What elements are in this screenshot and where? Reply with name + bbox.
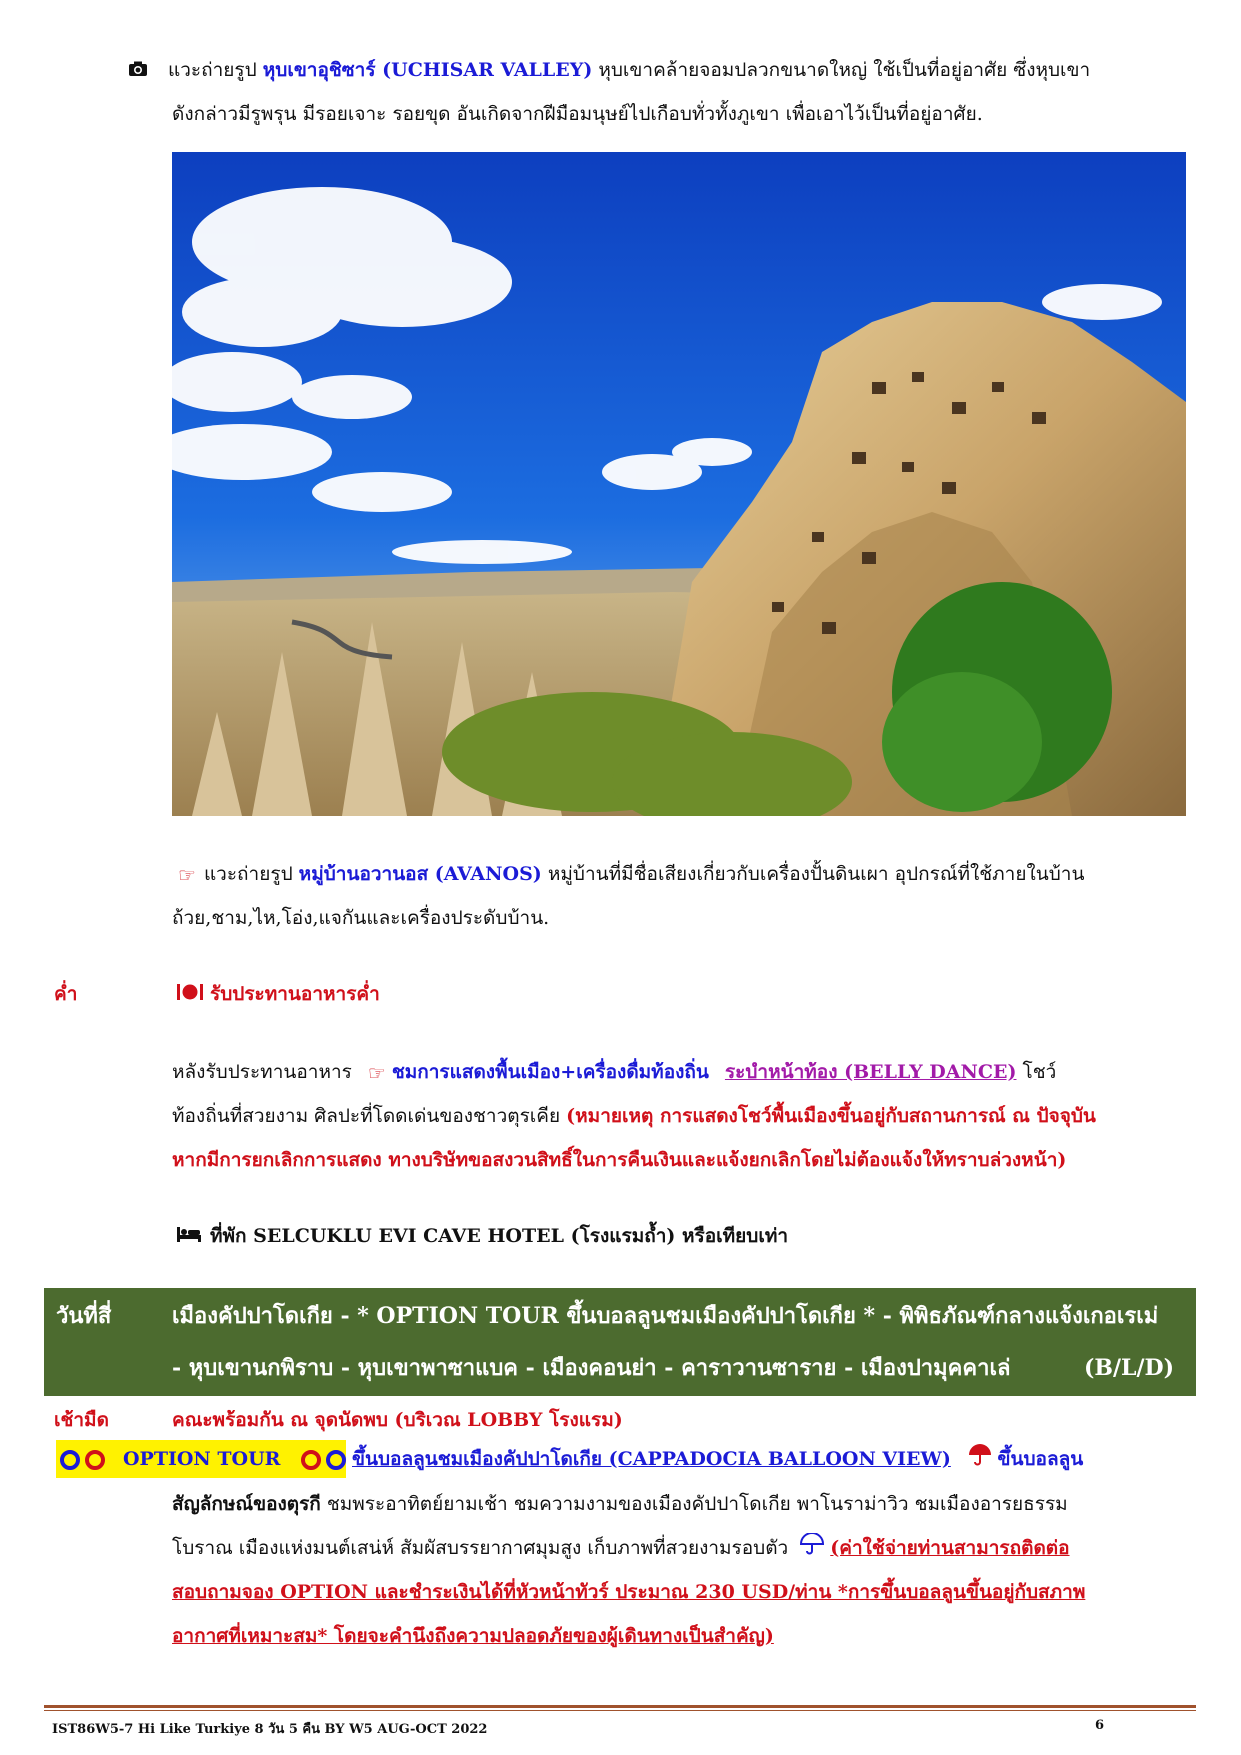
option-label-row: OPTION TOUR	[60, 1437, 351, 1481]
option-title: ขึ้นบอลลูนชมเมืองคัปปาโดเกีย (CAPPADOCIA BALLOON VIEW)	[352, 1448, 951, 1470]
uchisar-photo	[172, 152, 1186, 816]
circle-icon	[60, 1450, 80, 1470]
camera-icon	[128, 49, 148, 93]
show-line1: หลังรับประทานอาหาร ☞ ชมการแสดงพื้นเมือง+เครื่องดื่มท้องถิ่น ระบำหน้าท้อง (BELLY DANCE) โชว์	[172, 1050, 1188, 1095]
umbrella-icon	[800, 1527, 824, 1571]
show-line2: ท้องถิ่นที่สวยงาม ศิลปะที่โดดเด่นของชาวตุรเคีย (หมายเหตุ การแสดงโชว์พื้นเมืองขึ้นอยู่กับสถานการณ์ ณ ปัจจุบัน	[172, 1105, 1096, 1127]
circle-icon	[85, 1450, 105, 1470]
umbrella-icon	[968, 1438, 992, 1482]
uchisar-paragraph: แวะถ่ายรูป หุบเขาอุชิซาร์ (UCHISAR VALLEY) หุบเขาคล้ายจอมปลวกขนาดใหญ่ ใช้เป็นที่อยู่อาศัย ซึ่งหุบเขา	[128, 48, 1188, 93]
option-line5: อากาศที่เหมาะสม* โดยจะคำนึงถึงความปลอดภัยของผู้เดินทางเป็นสำคัญ)	[172, 1625, 774, 1647]
circle-icon	[326, 1450, 346, 1470]
hotel-line: ที่พัก SELCUKLU EVI CAVE HOTEL (โรงแรมถ้ำ) หรือเทียบเท่า	[176, 1214, 788, 1259]
morning-time: เช้ามืด	[54, 1409, 109, 1431]
bed-icon	[176, 1215, 202, 1259]
day4-line1: เมืองคัปปาโดเกีย - * OPTION TOUR ขึ้นบอลลูนชมเมืองคัปปาโดเกีย * - พิพิธภัณฑ์กลางแจ้งเกอเรเม่	[172, 1303, 1159, 1329]
day4-line2: - หุบเขานกพิราบ - หุบเขาพาซาแบค - เมืองคอนย่า - คาราวานซาราย - เมืองปามุคคาเล่	[172, 1355, 1011, 1381]
day4-label: วันที่สี่	[56, 1303, 112, 1329]
footer-text: IST86W5-7 Hi Like Turkiye 8 วัน 5 คืน BY W5 AUG-OCT 2022	[52, 1722, 488, 1737]
pointing-hand-icon: ☞	[178, 863, 196, 887]
uchisar-name: หุบเขาอุชิซาร์ (UCHISAR VALLEY)	[262, 59, 593, 81]
day4-banner	[44, 1288, 1196, 1396]
dinner-line: รับประทานอาหารค่ำ	[176, 972, 380, 1017]
page-number: 6	[1095, 1718, 1105, 1733]
avanos-line2: ถ้วย,ชาม,ไห,โอ่ง,แจกันและเครื่องประดับบ้าน.	[172, 907, 550, 929]
belly-dance: ระบำหน้าท้อง (BELLY DANCE)	[724, 1061, 1017, 1083]
option-line4: สอบถามจอง OPTION และชำระเงินได้ที่หัวหน้าทัวร์ ประมาณ 230 USD/ท่าน *การขึ้นบอลลูนขึ้นอยู่กับสภาพ	[172, 1581, 1086, 1603]
dinner-plate-icon	[176, 973, 204, 1017]
show-line3: หากมีการยกเลิกการแสดง ทางบริษัทขอสงวนสิทธิ์ในการคืนเงินและแจ้งยกเลิกโดยไม่ต้องแจ้งให้ทราบล่วงหน้า)	[172, 1149, 1067, 1171]
footer-rule-thin	[44, 1710, 1196, 1711]
morning-text: คณะพร้อมกัน ณ จุดนัดพบ (บริเวณ LOBBY โรงแรม)	[172, 1409, 623, 1431]
dinner-time: ค่ำ	[54, 983, 78, 1005]
day4-meals: (B/L/D)	[1084, 1355, 1175, 1381]
option-line2: สัญลักษณ์ของตุรกี ชมพระอาทิตย์ยามเช้า ชมความงามของเมืองคัปปาโดเกีย พาโนราม่าวิว ชมเมืองอารยธรรม	[172, 1493, 1068, 1515]
option-title-row: ขึ้นบอลลูนชมเมืองคัปปาโดเกีย (CAPPADOCIA BALLOON VIEW) ขึ้นบอลลูน	[352, 1437, 1083, 1482]
avanos-name: หมู่บ้านอวานอส (AVANOS)	[298, 863, 542, 885]
avanos-paragraph: ☞ แวะถ่ายรูป หมู่บ้านอวานอส (AVANOS) หมู่บ้านที่มีชื่อเสียงเกี่ยวกับเครื่องปั้นดินเผา อุปกรณ์ที่ใช้ภายในบ้าน	[178, 852, 1188, 897]
option-line3: โบราณ เมืองแห่งมนต์เสน่ห์ สัมผัสบรรยากาศมุมสูง เก็บภาพที่สวยงามรอบตัว (ค่าใช้จ่ายท่านสามารถติดต่อ	[172, 1526, 1070, 1571]
uchisar-line2: ดังกล่าวมีรูพรุน มีรอยเจาะ รอยขุด อันเกิดจากฝีมือมนุษย์ไปเกือบทั่วทั้งภูเขา เพื่อเอาไว้เป็นที่อยู่อาศัย.	[172, 103, 983, 125]
pointing-hand-icon: ☞	[367, 1061, 386, 1085]
footer-rule	[44, 1705, 1196, 1708]
circle-icon	[301, 1450, 321, 1470]
